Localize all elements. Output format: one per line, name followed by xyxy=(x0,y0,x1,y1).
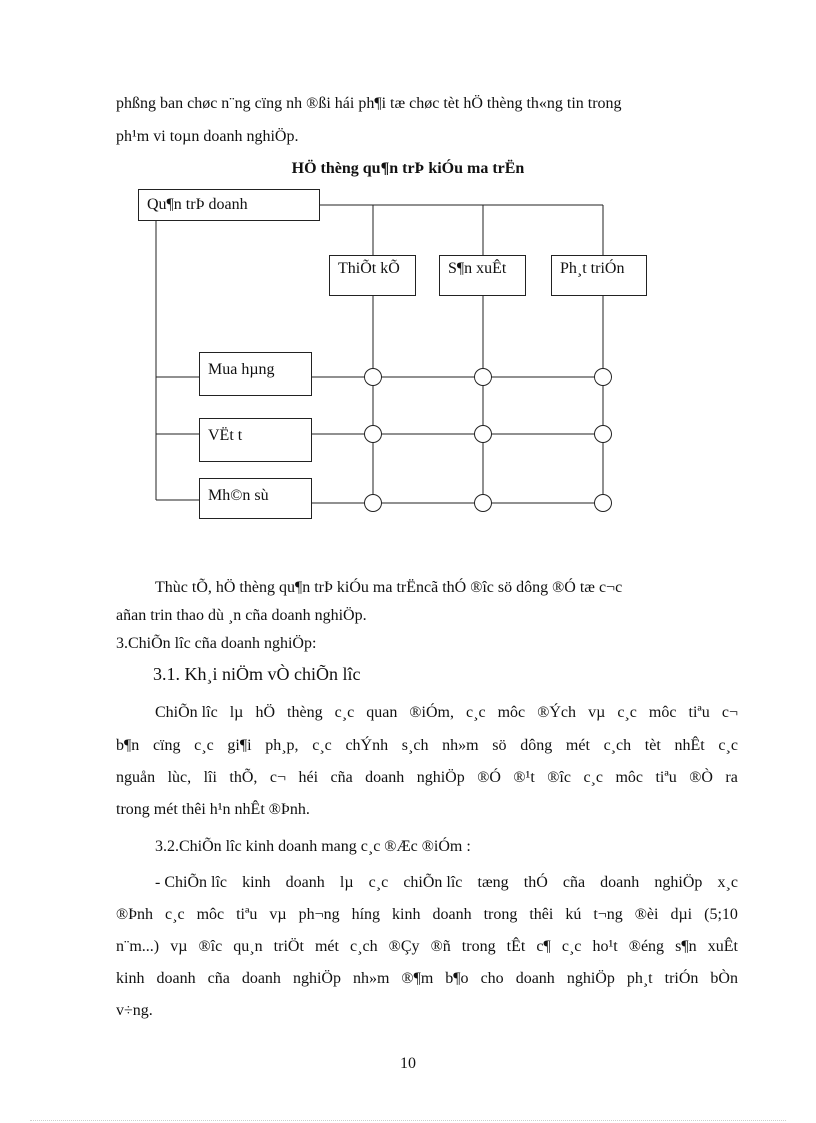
intersection-node xyxy=(365,426,382,443)
word: n¨m...) xyxy=(116,938,160,955)
word: cïng xyxy=(152,737,181,754)
word: hÖ xyxy=(255,704,275,721)
word: ra xyxy=(725,769,738,786)
word: doanh xyxy=(241,970,281,987)
paragraph-2-line-2: añan trin thao dù ¸n cña doanh nghiÖp. xyxy=(116,607,367,624)
paragraph-1-line-2: ph¹m vi toµn doanh nghiÖp. xyxy=(116,128,299,145)
word: ®èi xyxy=(634,906,659,923)
word: qu¸n xyxy=(233,938,263,955)
word: doanh xyxy=(432,906,472,923)
word: x¸c xyxy=(717,874,738,891)
word: nguån xyxy=(116,769,156,786)
row-box-materials: VËt t xyxy=(199,418,312,462)
intersection-node xyxy=(595,369,612,386)
word: ®ñ xyxy=(430,938,451,955)
word: doanh xyxy=(285,874,325,891)
word: c¸c xyxy=(165,906,185,923)
word: môc xyxy=(497,704,526,721)
word: tÊt xyxy=(506,938,526,955)
word: nh»m xyxy=(352,970,390,987)
section-3-2-para-line-5: v÷ng. xyxy=(116,1002,153,1019)
word: lµ xyxy=(229,704,244,721)
section-3-2-para-line-2 xyxy=(116,906,738,924)
word: cña xyxy=(330,769,353,786)
intersection-node xyxy=(475,369,492,386)
word: kú xyxy=(565,906,582,923)
word: nghiÖp xyxy=(292,970,341,987)
word: b¶n xyxy=(116,737,140,754)
word: ®Ò xyxy=(689,769,713,786)
word: híng xyxy=(351,906,381,923)
word: ®Ó xyxy=(477,769,501,786)
word: triÖt xyxy=(273,938,304,955)
word: c¸c xyxy=(368,874,389,891)
section-3-2-para-line-1 xyxy=(155,874,738,892)
section-3-2-heading: 3.2.ChiÕn lîc kinh doanh mang c¸c ®Æc ®iÓm : xyxy=(155,838,471,855)
word: trong xyxy=(461,938,496,955)
page-number: 10 xyxy=(400,1055,416,1072)
section-3-1-heading: 3.1. Kh¸i niÖm vÒ chiÕn lîc xyxy=(153,664,361,684)
word: bÒn xyxy=(710,970,738,987)
paragraph-2-line-1: Thùc tÕ, hÖ thèng qu¶n trÞ kiÓu ma trËncã thÓ ®îc sö dông ®Ó tæ c¬c xyxy=(155,579,623,596)
word: c¸c xyxy=(334,704,355,721)
section-3-2-para-line-3 xyxy=(116,938,738,956)
word: ®iÓm, xyxy=(409,704,454,721)
word: - ChiÕn lîc xyxy=(155,874,227,891)
word: môc xyxy=(648,704,677,721)
word: kinh xyxy=(242,874,271,891)
word: s¸ch xyxy=(401,737,429,754)
word: (5;10 xyxy=(704,906,738,923)
word: doanh xyxy=(600,874,640,891)
column-box-design: ThiÕt kÕ xyxy=(329,255,416,296)
word: triÓn xyxy=(664,970,699,987)
word: tiªu xyxy=(655,769,677,786)
word: ®îc xyxy=(547,769,571,786)
word: thêi xyxy=(529,906,554,923)
word: thÓ xyxy=(523,874,548,891)
word: ph¸t xyxy=(626,970,653,987)
diagram-title: HÖ thèng qu¶n trÞ kiÓu ma trËn xyxy=(291,160,525,177)
word: doanh xyxy=(365,769,405,786)
word: lµ xyxy=(339,874,354,891)
word: chÝnh xyxy=(345,737,389,754)
word: t¬ng xyxy=(593,906,623,923)
section-3-1-para-line-4: trong mét thêi h¹n nhÊt ®Þnh. xyxy=(116,801,310,818)
word: doanh xyxy=(156,970,196,987)
word: ®¹t xyxy=(513,769,535,786)
word: ®éng xyxy=(628,938,665,955)
word: mét xyxy=(565,737,590,754)
word: ph¸p, xyxy=(265,737,299,754)
word: c¬ xyxy=(721,704,738,721)
word: tèt xyxy=(644,737,661,754)
word: lîi xyxy=(203,769,217,786)
intersection-node xyxy=(475,495,492,512)
footer-divider xyxy=(30,1120,786,1121)
word: b¶o xyxy=(445,970,469,987)
word: nh»m xyxy=(442,737,479,754)
word: nhÊt xyxy=(674,737,705,754)
word: trong xyxy=(483,906,518,923)
word: sö xyxy=(492,737,507,754)
word: c¸ch xyxy=(603,737,632,754)
word: mét xyxy=(314,938,339,955)
word: c¶ xyxy=(536,938,551,955)
word: tiªu xyxy=(236,906,258,923)
word: ®¶m xyxy=(401,970,434,987)
row-box-personnel: Mh©n sù xyxy=(199,478,312,519)
word: vµ xyxy=(170,938,188,955)
section-3-heading-text: 3.ChiÕn lîc cña doanh nghiÖp: xyxy=(116,635,317,652)
word: c¸c xyxy=(583,769,603,786)
word: nghiÖp xyxy=(416,769,465,786)
word: c¸ch xyxy=(350,938,378,955)
word: cña xyxy=(562,874,586,891)
word: gi¶i xyxy=(227,737,252,754)
paragraph-1-line-1: phßng ban chøc n¨ng cïng nh ®ßi hái ph¶i tæ chøc tèt hÖ thèng th«ng tin trong xyxy=(116,95,622,112)
word: ph¬ng xyxy=(298,906,340,923)
word: nghiÖp xyxy=(566,970,615,987)
section-3-heading xyxy=(116,635,316,653)
word: vµ xyxy=(269,906,287,923)
word: c¸c xyxy=(312,737,332,754)
word: ChiÕn lîc xyxy=(155,704,218,721)
word: tiªu xyxy=(688,704,710,721)
word: c¸c xyxy=(466,704,486,721)
word: dµi xyxy=(670,906,693,923)
word: chiÕn lîc xyxy=(403,874,463,891)
word: thÕ, xyxy=(229,769,258,786)
word: c¸c xyxy=(561,938,582,955)
section-3-2-para-line-4 xyxy=(116,970,738,988)
section-3-1-para-line-1 xyxy=(155,704,738,722)
word: thèng xyxy=(287,704,323,721)
word: cña xyxy=(207,970,230,987)
word: ho¹t xyxy=(592,938,618,955)
word: tæng xyxy=(477,874,509,891)
word: nghiÖp xyxy=(654,874,703,891)
word: c¸c xyxy=(194,737,214,754)
word: cho xyxy=(480,970,504,987)
intersection-node xyxy=(595,426,612,443)
intersection-node xyxy=(365,495,382,512)
word: dông xyxy=(520,737,553,754)
word: ®îc xyxy=(198,938,223,955)
word: môc xyxy=(615,769,643,786)
management-box: Qu¶n trÞ doanh xyxy=(138,189,320,221)
word: c¸c xyxy=(617,704,637,721)
word: môc xyxy=(196,906,225,923)
word: héi xyxy=(298,769,319,786)
intersection-node xyxy=(365,369,382,386)
row-box-purchasing: Mua hµng xyxy=(199,352,312,396)
word: kinh xyxy=(116,970,145,987)
section-3-1-para-line-3 xyxy=(116,769,738,787)
word: kinh xyxy=(392,906,421,923)
word: c¬ xyxy=(269,769,286,786)
intersection-node xyxy=(595,495,612,512)
word: ®Ých xyxy=(537,704,577,721)
word: ®Çy xyxy=(388,938,420,955)
word: vµ xyxy=(588,704,606,721)
column-box-development: Ph¸t triÓn xyxy=(551,255,647,296)
section-3-1-para-line-2 xyxy=(116,737,738,755)
word: quan xyxy=(366,704,398,721)
word: xuÊt xyxy=(707,938,738,955)
intersection-node xyxy=(475,426,492,443)
word: doanh xyxy=(515,970,555,987)
word: s¶n xyxy=(675,938,697,955)
word: lùc, xyxy=(167,769,192,786)
word: ®Þnh xyxy=(116,906,154,923)
word: c¸c xyxy=(718,737,738,754)
column-box-production: S¶n xuÊt xyxy=(439,255,526,296)
